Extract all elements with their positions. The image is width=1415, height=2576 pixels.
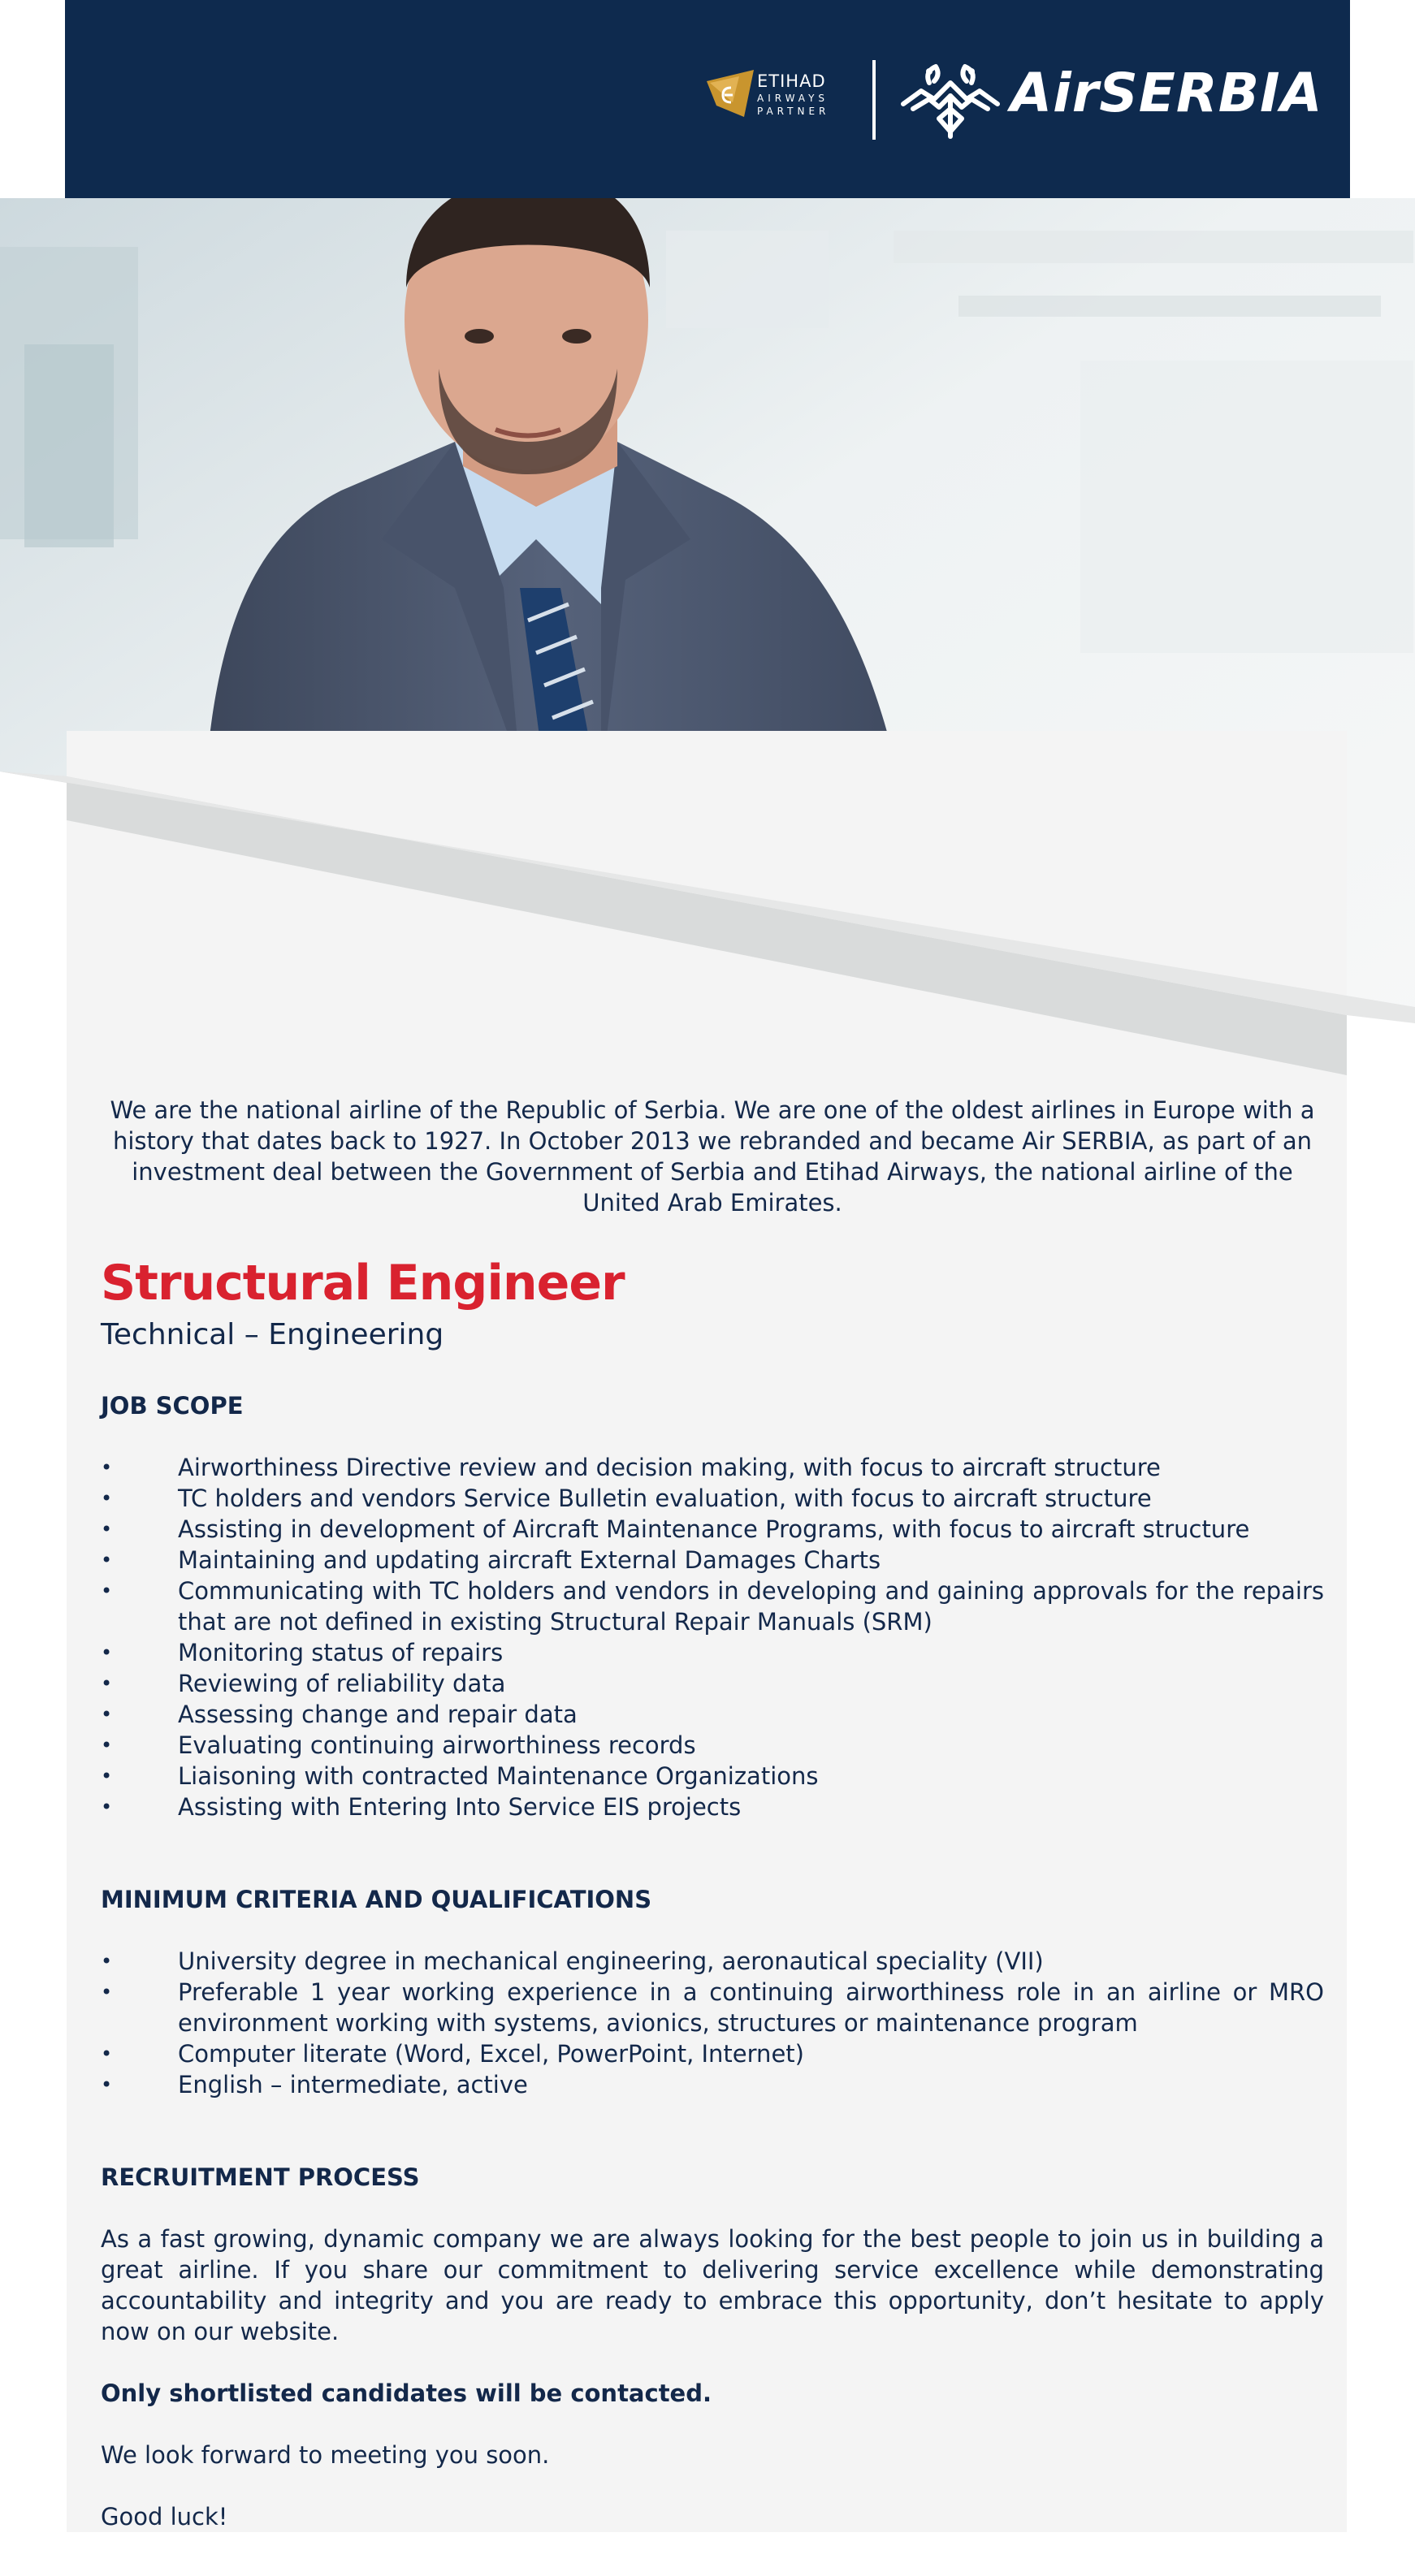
sign-off: Good luck! <box>101 2503 228 2531</box>
job-posting-content <box>101 1095 1324 2532</box>
diagonal-band <box>0 763 1415 1104</box>
job-scope-list <box>101 1452 1324 1822</box>
list-item: • English – intermediate, active <box>101 2071 528 2098</box>
list-item: • Assessing change and repair data <box>101 1701 578 1728</box>
criteria-list <box>101 1946 1324 2100</box>
recruitment-paragraph: As a fast growing, dynamic company we are always looking for the best people to join us in building a great airline. If you share our commitment to delivering service excellence while demonstrating accountability and integrity and you are ready to embrace this opportunity, don’t hesitate to apply now on our website. <box>101 2225 1324 2345</box>
job-department: Technical – Engineering <box>101 1318 444 1351</box>
list-item: • Liaisoning with contracted Maintenance Organizations <box>101 1762 819 1790</box>
site-header <box>65 0 1350 198</box>
list-item: • Monitoring status of repairs <box>101 1639 504 1666</box>
list-item: • Preferable 1 year working experience in a continuing airworthiness role in an airline or MRO environment working with systems, avionics, structures or maintenance program <box>101 1978 1324 2037</box>
list-item: • Assisting in development of Aircraft Maintenance Programs, with focus to aircraft structure <box>101 1515 1250 1543</box>
airserbia-eagle-icon <box>897 58 1004 143</box>
job-title: Structural Engineer <box>101 1255 625 1312</box>
list-item: • Evaluating continuing airworthiness records <box>101 1731 696 1759</box>
etihad-partner-logo <box>707 65 853 130</box>
criteria-heading: MINIMUM CRITERIA AND QUALIFICATIONS <box>101 1886 652 1913</box>
company-intro: We are the national airline of the Republic of Serbia. We are one of the oldest airlines in Europe with a history that dates back to 1927. In October 2013 we rebranded and became Air SERBIA, as part of an investment deal between the Government of Serbia and Etihad Airways, the national airline of the United Arab Emirates. <box>110 1096 1315 1217</box>
list-item: • Communicating with TC holders and vendors in developing and gaining approvals for the repairs that are not defined in existing Structural Repair Manuals (SRM) <box>101 1577 1324 1636</box>
header-divider <box>872 60 876 140</box>
job-scope-heading: JOB SCOPE <box>101 1392 244 1420</box>
list-item: • TC holders and vendors Service Bulletin evaluation, with focus to aircraft structure <box>101 1485 1152 1512</box>
list-item: • University degree in mechanical engineering, aeronautical speciality (VII) <box>101 1947 1044 1975</box>
list-item: • Airworthiness Directive review and decision making, with focus to aircraft structure <box>101 1454 1161 1481</box>
list-item: • Reviewing of reliability data <box>101 1670 506 1697</box>
etihad-sub-airways: AIRWAYS <box>757 93 829 104</box>
etihad-logo-icon <box>707 70 755 119</box>
list-item: • Assisting with Entering Into Service EIS projects <box>101 1793 742 1821</box>
closing-line: We look forward to meeting you soon. <box>101 2441 550 2469</box>
list-item: • Computer literate (Word, Excel, PowerPoint, Internet) <box>101 2040 804 2068</box>
etihad-sub-partner: PARTNER <box>757 106 830 117</box>
etihad-name: ETIHAD <box>757 71 826 91</box>
list-item: • Maintaining and updating aircraft External Damages Charts <box>101 1546 881 1574</box>
airserbia-wordmark: AirSERBIA <box>1010 62 1323 124</box>
shortlist-note: Only shortlisted candidates will be contacted. <box>101 2379 712 2407</box>
airserbia-logo <box>897 58 1323 143</box>
recruitment-heading: RECRUITMENT PROCESS <box>101 2163 420 2191</box>
